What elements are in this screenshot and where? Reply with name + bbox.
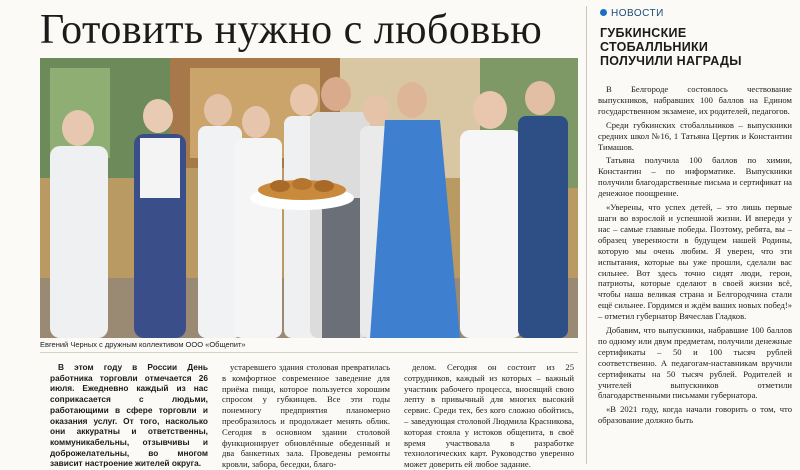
sidebar-article — [598, 84, 792, 429]
sidebar-paragraph: В Белгороде состоялось чествование выпускников, набравших 100 баллов на Едином государственном экзамене, их родителей, педагогов. — [598, 84, 792, 116]
sidebar-paragraph: «В 2021 году, когда начали говорить о том, что образование должно быть — [598, 404, 792, 426]
sidebar-paragraph: Среди губкинских стобалльников – выпускники средних школ №16, 1 Татьяна Цертик и Константин Тимашов. — [598, 119, 792, 152]
article-headline: Готовить нужно с любовью — [40, 7, 543, 53]
sidebar-headline: ГУБКИНСКИЕ СТОБАЛЛЬНИКИ ПОЛУЧИЛИ НАГРАДЫ — [600, 26, 742, 68]
sidebar-paragraph: «Уверены, что успех детей, – это лишь первые шаги во взрослой и успешной жизни. И впереди у нас – самые главные победы. Поэтому, ребята, вы – образец уверенности в будущем нашей Родины, которую мы очень любим. Я уверен, что эти испытания, которые вы уже прошли, сделали вас сильнее. Вот здесь точно сидят люди, герои, патриоты, которые сделают в своей жизни всё, чтобы наша великая страна и Белгородчина стали ещё сильнее. Гордимся и ждём ваших новых побед!» – отметил губернатор Вячеслав Гладков. — [598, 202, 792, 322]
news-section-tag — [600, 8, 664, 19]
bullet-icon — [600, 9, 607, 16]
article-column-2: делом. Сегодня он состоит из 25 сотрудников, каждый из которых – важный участник рабочего процесса, вносящий свою лепту в привычный для многих высокий сервис. Среди тех, без кого сложно обойтись, – заведующая столовой Людмила Красникова, которая стояла у истоков общепита, в своё время участвовала в разработке технологических карт. Руководство уверенно может доверить ей любое задание. — [404, 362, 574, 470]
photo-caption: Евгений Черных с дружным коллективом ООО «Общепит» — [40, 340, 246, 349]
sidebar-paragraph: Татьяна получила 100 баллов по химии, Константин – по информатике. Выпускники получили благодарственные письма и сертификат на денежное поощрение. — [598, 155, 792, 199]
article-column-1: устаревшего здания столовая превратилась в комфортное современное заведение для приёма пищи, которое пользуется хорошим спросом у губкинцев. Все эти годы понемногу предприятия планомерно преобразилось и продолжает менять облик. Сегодня в основном здании столовой функционирует обновлённые обеденный и два банкетных зала. Проведены ремонты кровли, забора, беседки, благо- — [222, 362, 390, 470]
caption-divider — [40, 352, 578, 353]
group-photo — [40, 58, 578, 338]
sidebar-paragraph: Добавим, что выпускники, набравшие 100 баллов по одному или двум предметам, получили денежные сертификаты – 50 и 100 тысяч рублей соответственно. А педагогам-наставникам вручили сертификаты на 50 тысяч рублей. Родителей и учителей выпускников отметили благодарственными письмами губернатора. — [598, 325, 792, 401]
article-lead: В этом году в России День работника торговли отмечается 26 июля. Ежедневно каждый из нас соприкасается с людьми, работающими в сфере торговли и оказания услуг. От того, насколько они аккуратны и ответственны, коммуникабельны, отзывчивы и доброжелательны, во многом зависит настроение жителей округа. — [50, 362, 208, 469]
column-divider — [586, 6, 587, 464]
news-tag-label: НОВОСТИ — [611, 8, 664, 19]
